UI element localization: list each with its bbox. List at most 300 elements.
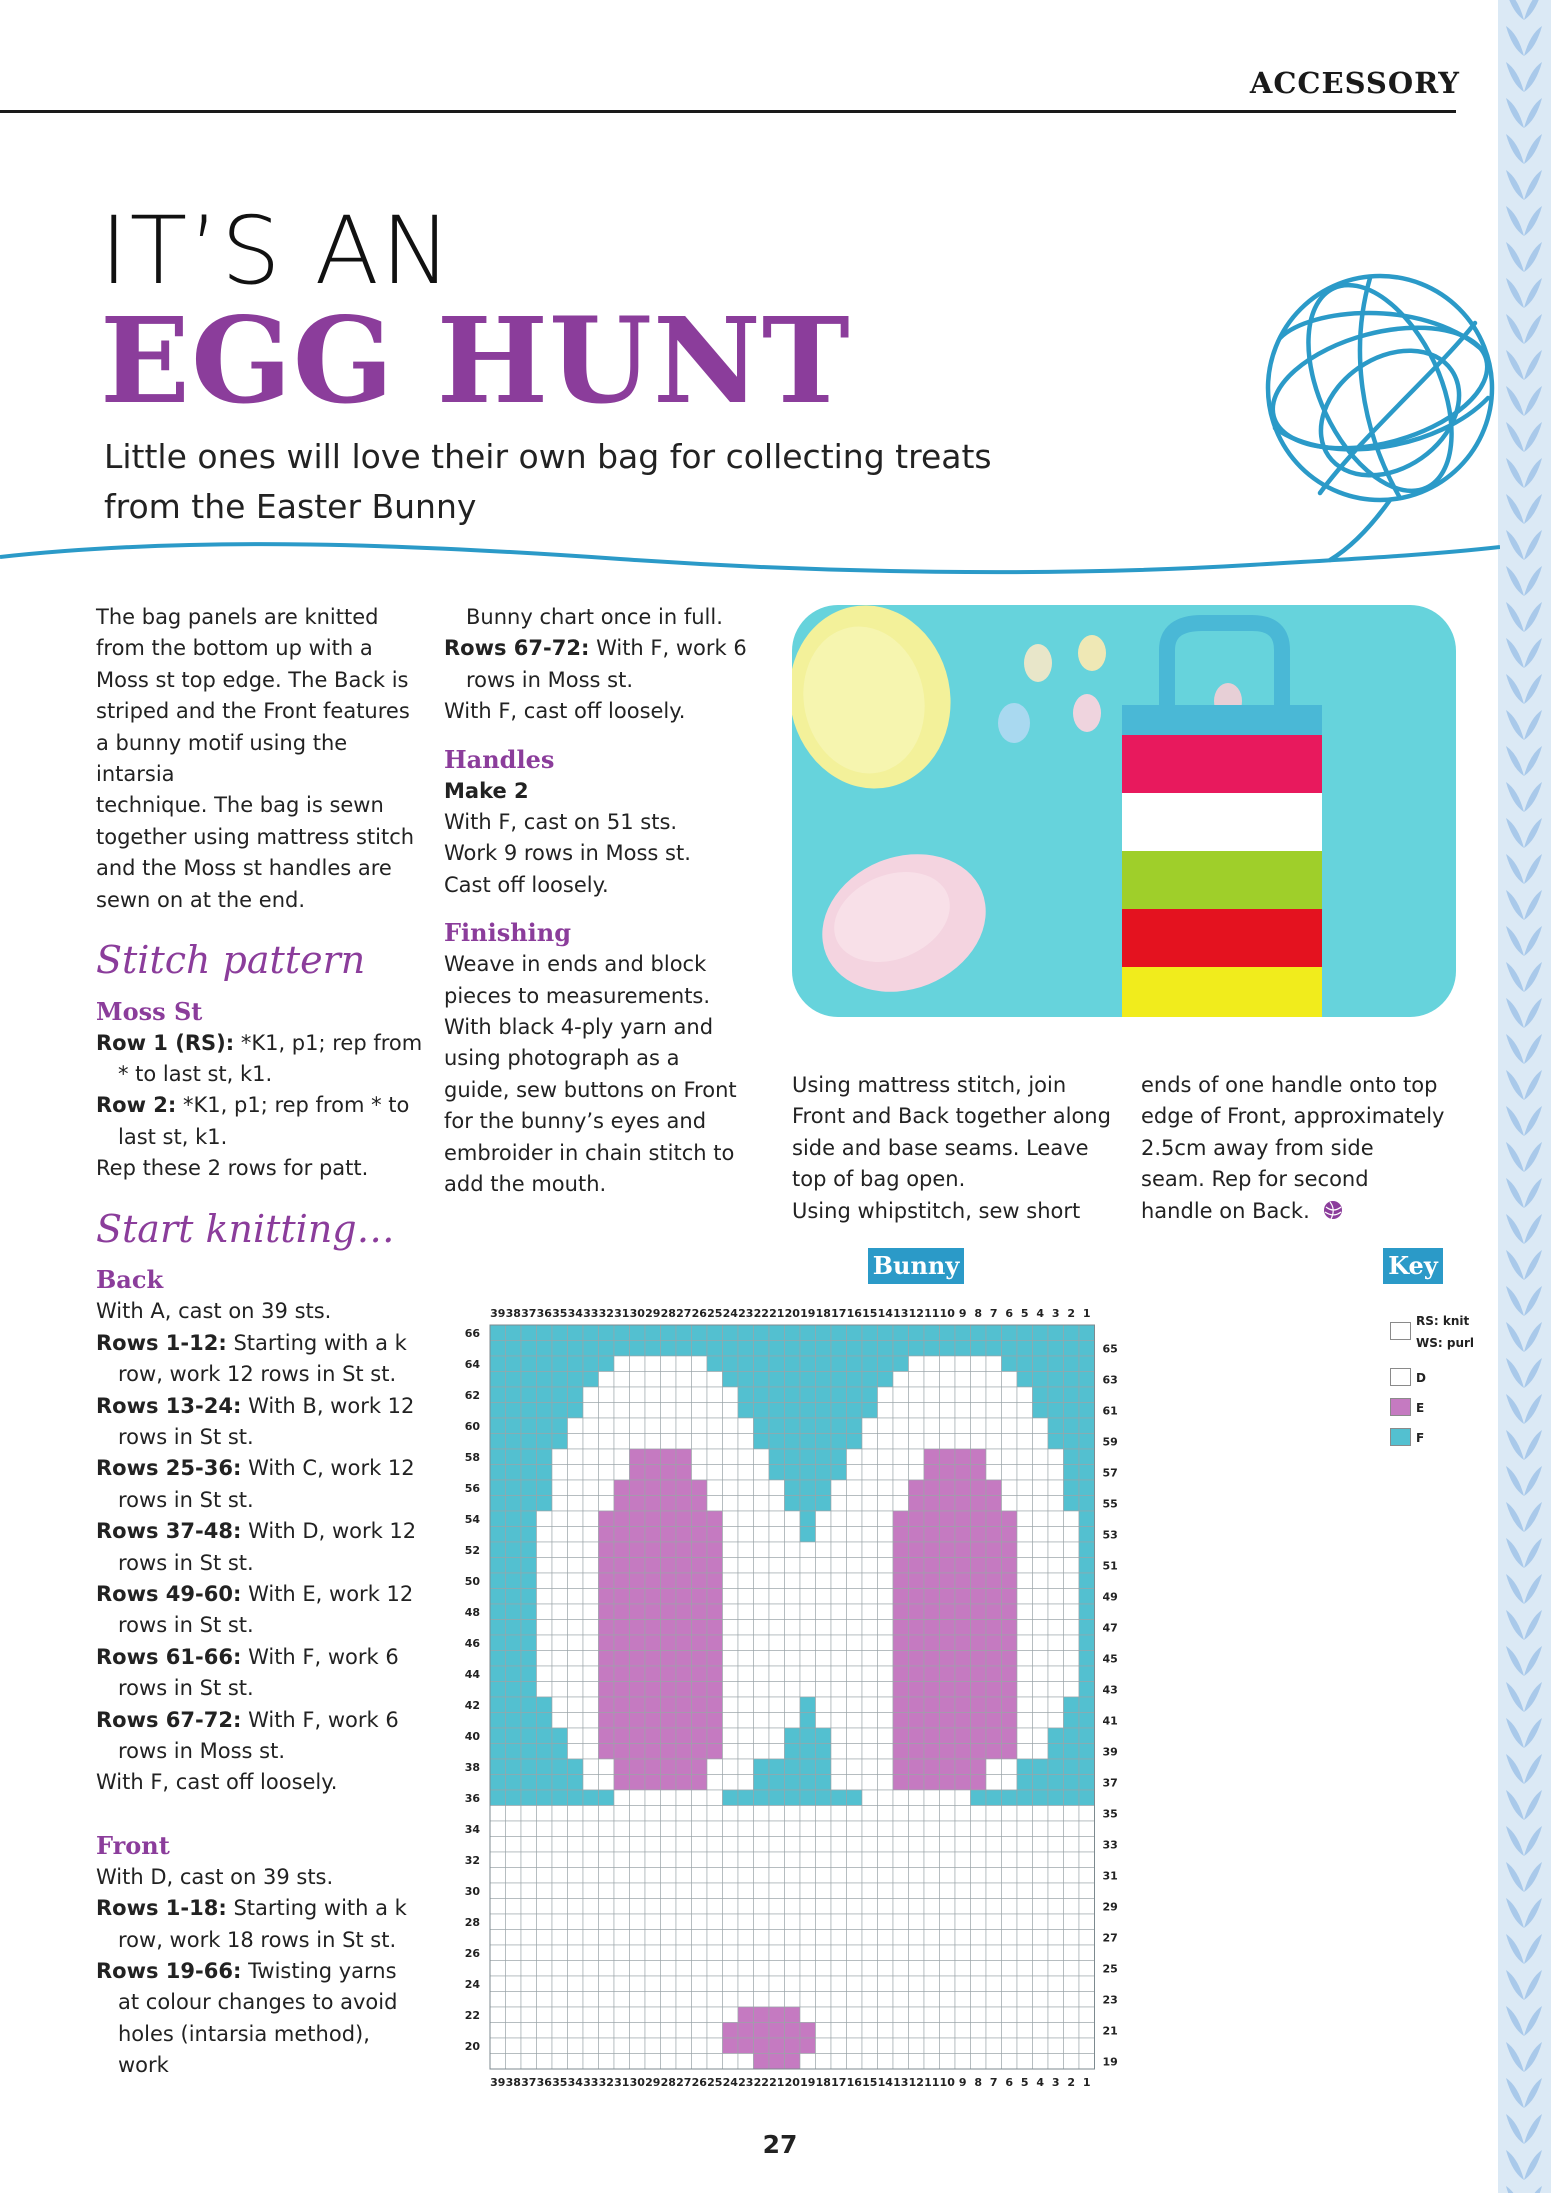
chart-cell: [1017, 1883, 1033, 1899]
chart-cell: [1048, 1418, 1064, 1434]
chart-cell: [878, 1930, 894, 1946]
chart-cell: [1033, 1759, 1049, 1775]
chart-col-number-bottom: 1: [1082, 2076, 1091, 2089]
chart-cell: [738, 1806, 754, 1822]
row-text: *K1, p1; rep from * to: [183, 1093, 410, 1118]
chart-cell: [521, 1403, 537, 1419]
chart-cell: [1017, 1356, 1033, 1372]
chart-cell: [599, 1558, 615, 1574]
chart-col-number-bottom: 22: [753, 2076, 769, 2089]
chart-cell: [924, 1372, 940, 1388]
chart-cell: [630, 1403, 646, 1419]
chart-row-number-right: 41: [1102, 1714, 1118, 1728]
chart-cell: [909, 1449, 925, 1465]
handles-heading: Handles: [444, 744, 555, 774]
chart-cell: [1033, 1744, 1049, 1760]
chart-cell: [676, 1356, 692, 1372]
chart-cell: [955, 2038, 971, 2054]
chart-cell: [754, 1961, 770, 1977]
chart-cell: [785, 1434, 801, 1450]
chart-cell: [800, 1356, 816, 1372]
chart-cell: [909, 1387, 925, 1403]
chart-cell: [924, 1449, 940, 1465]
chart-cell: [490, 2054, 506, 2070]
chart-cell: [893, 2007, 909, 2023]
chart-cell: [1079, 1527, 1095, 1543]
chart-row-number-right: 39: [1102, 1745, 1118, 1759]
chart-cell: [816, 1542, 832, 1558]
chart-cell: [630, 1325, 646, 1341]
chart-cell: [955, 1682, 971, 1698]
chart-cell: [738, 1821, 754, 1837]
chart-cell: [723, 1465, 739, 1481]
chart-cell: [971, 1899, 987, 1915]
chart-cell: [661, 1930, 677, 1946]
chart-cell: [924, 1527, 940, 1543]
chart-cell: [909, 2054, 925, 2070]
chart-cell: [862, 1356, 878, 1372]
chart-cell: [955, 1604, 971, 1620]
chart-cell: [1064, 1852, 1080, 1868]
chart-cell: [661, 1682, 677, 1698]
chart-cell: [692, 1759, 708, 1775]
chart-cell: [537, 1914, 553, 1930]
chart-cell: [738, 1527, 754, 1543]
chart-cell: [692, 1356, 708, 1372]
row-text: With F, work 6: [248, 1644, 399, 1669]
chart-cell: [676, 1728, 692, 1744]
chart-cell: [878, 1511, 894, 1527]
chart-cell: [552, 2054, 568, 2070]
chart-cell: [676, 1852, 692, 1868]
row-label: Rows 67-72:: [96, 1707, 242, 1732]
chart-cell: [800, 1728, 816, 1744]
chart-cell: [521, 2054, 537, 2070]
chart-cell: [599, 1744, 615, 1760]
row-instruction: [96, 1028, 426, 1059]
chart-cell: [1002, 1651, 1018, 1667]
chart-cell: [506, 1775, 522, 1791]
chart-cell: [971, 1992, 987, 2008]
chart-cell: [1079, 1449, 1095, 1465]
chart-cell: [971, 1666, 987, 1682]
chart-cell: [1064, 2023, 1080, 2039]
chart-cell: [1033, 1945, 1049, 1961]
chart-cell: [955, 1666, 971, 1682]
chart-cell: [893, 1806, 909, 1822]
chart-cell: [676, 1418, 692, 1434]
chart-cell: [955, 1511, 971, 1527]
intro-line: together using mattress stitch: [96, 824, 415, 849]
chart-cell: [723, 1325, 739, 1341]
chart-cell: [754, 1790, 770, 1806]
chart-cell: [800, 1945, 816, 1961]
chart-cell: [552, 1403, 568, 1419]
chart-cell: [738, 1868, 754, 1884]
chart-cell: [661, 1403, 677, 1419]
chart-cell: [909, 1511, 925, 1527]
chart-cell: [769, 1325, 785, 1341]
chart-col-number-bottom: 10: [939, 2076, 955, 2089]
chart-cell: [692, 1542, 708, 1558]
chart-cell: [568, 1465, 584, 1481]
row-label: Rows 19-66:: [96, 1959, 242, 1983]
chart-cell: [909, 1651, 925, 1667]
chart-cell: [924, 1341, 940, 1357]
chart-cell: [986, 1356, 1002, 1372]
chart-cell: [955, 1837, 971, 1853]
chart-cell: [568, 2054, 584, 2070]
chart-cell: [878, 2023, 894, 2039]
chart-cell: [1033, 1806, 1049, 1822]
chart-cell: [723, 1511, 739, 1527]
chart-col-number-top: 6: [1005, 1307, 1014, 1320]
row-text: last st, k1.: [118, 1124, 228, 1149]
chart-cell: [1017, 1914, 1033, 1930]
chart-cell: [940, 1604, 956, 1620]
chart-cell: [955, 1883, 971, 1899]
chart-cell: [537, 1806, 553, 1822]
chart-cell: [723, 1728, 739, 1744]
chart-cell: [738, 1713, 754, 1729]
chart-cell: [909, 2007, 925, 2023]
intro-line: sewn on at the end.: [96, 887, 306, 912]
chart-cell: [831, 1697, 847, 1713]
chart-cell: [955, 2054, 971, 2070]
chart-cell: [955, 1325, 971, 1341]
chart-cell: [1064, 1790, 1080, 1806]
chart-cell: [831, 2023, 847, 2039]
chart-cell: [769, 1372, 785, 1388]
chart-cell: [909, 1372, 925, 1388]
chart-cell: [909, 1418, 925, 1434]
section-label: ACCESSORY: [1249, 66, 1460, 100]
chart-cell: [909, 1635, 925, 1651]
chart-cell: [521, 1868, 537, 1884]
cast-off-line: With F, cast off loosely.: [96, 1770, 338, 1795]
chart-cell: [986, 1527, 1002, 1543]
chart-cell: [1033, 1558, 1049, 1574]
row-text: rows in St st.: [118, 1424, 254, 1449]
chart-cell: [893, 1604, 909, 1620]
chart-cell: [692, 1387, 708, 1403]
chart-cell: [692, 1775, 708, 1791]
chart-col-number-top: 20: [784, 1307, 800, 1320]
chart-cell: [800, 1775, 816, 1791]
chart-cell: [490, 1387, 506, 1403]
chart-cell: [924, 1775, 940, 1791]
chart-cell: [521, 1620, 537, 1636]
chart-cell: [1064, 1899, 1080, 1915]
chart-col-number-top: 28: [660, 1307, 676, 1320]
chart-cell: [1064, 1604, 1080, 1620]
chart-cell: [1033, 1837, 1049, 1853]
key-swatch-d: [1390, 1368, 1411, 1386]
chart-cell: [676, 1744, 692, 1760]
chart-cell: [1048, 1542, 1064, 1558]
chart-cell: [552, 1341, 568, 1357]
chart-cell: [537, 2054, 553, 2070]
chart-row-number-right: 29: [1102, 1900, 1118, 1914]
chart-cell: [769, 1728, 785, 1744]
chart-cell: [1033, 1961, 1049, 1977]
chart-cell: [754, 1434, 770, 1450]
chart-cell: [754, 1558, 770, 1574]
chart-cell: [676, 1666, 692, 1682]
chart-cell: [1064, 1573, 1080, 1589]
chart-cell: [924, 1945, 940, 1961]
chart-cell: [738, 1325, 754, 1341]
chart-cell: [552, 1790, 568, 1806]
chart-cell: [1048, 1558, 1064, 1574]
chart-cell: [816, 1837, 832, 1853]
chart-cell: [723, 1434, 739, 1450]
finishing-heading: Finishing: [444, 918, 572, 948]
chart-col-number-top: 26: [691, 1307, 707, 1320]
chart-cell: [521, 1651, 537, 1667]
chart-cell: [986, 1573, 1002, 1589]
row-text: Starting with a k: [233, 1896, 407, 1921]
chart-cell: [599, 1356, 615, 1372]
chart-cell: [723, 1961, 739, 1977]
chart-cell: [521, 1728, 537, 1744]
chart-cell: [816, 1914, 832, 1930]
chart-cell: [769, 1651, 785, 1667]
chart-cell: [506, 1666, 522, 1682]
chart-cell: [940, 1496, 956, 1512]
chart-cell: [614, 1945, 630, 1961]
finishing-line: embroider in chain stitch to: [444, 1140, 735, 1165]
chart-cell: [614, 1387, 630, 1403]
chart-cell: [645, 1775, 661, 1791]
chart-cell: [940, 1341, 956, 1357]
chart-cell: [661, 1558, 677, 1574]
chart-cell: [986, 1589, 1002, 1605]
chart-cell: [521, 1713, 537, 1729]
chart-cell: [940, 2038, 956, 2054]
chart-cell: [986, 1449, 1002, 1465]
chart-cell: [831, 1744, 847, 1760]
chart-cell: [599, 1542, 615, 1558]
chart-cell: [692, 1651, 708, 1667]
chart-col-number-top: 4: [1036, 1307, 1045, 1320]
chart-cell: [1033, 2007, 1049, 2023]
chart-cell: [723, 1542, 739, 1558]
chart-cell: [940, 1558, 956, 1574]
chart-cell: [862, 1775, 878, 1791]
chart-cell: [537, 1837, 553, 1853]
chart-cell: [738, 1883, 754, 1899]
chart-cell: [630, 1449, 646, 1465]
chart-cell: [1064, 1372, 1080, 1388]
chart-cell: [1002, 1542, 1018, 1558]
chart-cell: [986, 1790, 1002, 1806]
chart-cell: [490, 1682, 506, 1698]
chart-cell: [940, 1403, 956, 1419]
chart-cell: [878, 1883, 894, 1899]
back-heading: Back: [96, 1265, 164, 1295]
chart-cell: [583, 1682, 599, 1698]
chart-cell: [878, 1914, 894, 1930]
chart-cell: [707, 1775, 723, 1791]
chart-cell: [924, 1542, 940, 1558]
chart-cell: [971, 1558, 987, 1574]
chart-cell: [661, 1914, 677, 1930]
chart-cell: [645, 1573, 661, 1589]
chart-cell: [614, 1449, 630, 1465]
chart-cell: [661, 1387, 677, 1403]
chart-cell: [537, 1325, 553, 1341]
chart-row-number-left: 20: [464, 2039, 480, 2053]
chart-cell: [1002, 1930, 1018, 1946]
bunny-chart: [440, 1300, 1460, 2100]
chart-cell: [490, 1976, 506, 1992]
chart-cell: [645, 2038, 661, 2054]
chart-cell: [893, 1914, 909, 1930]
chart-cell: [645, 1387, 661, 1403]
chart-cell: [878, 2054, 894, 2070]
chart-cell: [785, 1418, 801, 1434]
chart-cell: [614, 1511, 630, 1527]
chart-cell: [707, 1899, 723, 1915]
chart-cell: [754, 1945, 770, 1961]
chart-cell: [599, 1790, 615, 1806]
chart-cell: [1002, 2023, 1018, 2039]
chart-col-number-bottom: 34: [567, 2076, 583, 2089]
chart-cell: [909, 1666, 925, 1682]
chart-cell: [738, 1992, 754, 2008]
chart-cell: [661, 1651, 677, 1667]
chart-cell: [940, 1930, 956, 1946]
chart-cell: [506, 1744, 522, 1760]
chart-cell: [661, 1542, 677, 1558]
chart-cell: [924, 1728, 940, 1744]
chart-cell: [878, 1418, 894, 1434]
chart-cell: [1033, 1868, 1049, 1884]
chart-cell: [537, 1976, 553, 1992]
chart-cell: [552, 1480, 568, 1496]
chart-cell: [599, 1496, 615, 1512]
chart-cell: [1064, 1821, 1080, 1837]
chart-cell: [955, 1589, 971, 1605]
chart-cell: [1064, 1449, 1080, 1465]
chart-cell: [878, 1976, 894, 1992]
finishing-line: 2.5cm away from side: [1141, 1135, 1374, 1160]
chart-cell: [552, 1697, 568, 1713]
chart-cell: [599, 2038, 615, 2054]
chart-cell: [1064, 1341, 1080, 1357]
chart-cell: [1033, 1325, 1049, 1341]
chart-cell: [661, 1806, 677, 1822]
chart-cell: [893, 2054, 909, 2070]
chart-cell: [738, 1511, 754, 1527]
chart-cell: [924, 1666, 940, 1682]
chart-cell: [971, 1883, 987, 1899]
chart-cell: [971, 1961, 987, 1977]
chart-cell: [599, 1806, 615, 1822]
chart-cell: [862, 2038, 878, 2054]
chart-cell: [878, 1992, 894, 2008]
chart-cell: [490, 1604, 506, 1620]
chart-cell: [831, 1821, 847, 1837]
chart-cell: [676, 1527, 692, 1543]
chart-cell: [785, 1806, 801, 1822]
chart-cell: [1017, 1775, 1033, 1791]
chart-cell: [614, 1418, 630, 1434]
chart-cell: [971, 1852, 987, 1868]
chart-col-number-top: 9: [958, 1307, 967, 1320]
chart-cell: [1048, 1620, 1064, 1636]
chart-cell: [583, 1728, 599, 1744]
chart-cell: [1017, 2054, 1033, 2070]
chart-cell: [599, 1992, 615, 2008]
chart-cell: [723, 1899, 739, 1915]
chart-cell: [831, 2038, 847, 2054]
chart-cell: [800, 1589, 816, 1605]
chart-cell: [986, 1914, 1002, 1930]
chart-cell: [521, 1372, 537, 1388]
chart-cell: [847, 1744, 863, 1760]
chart-cell: [986, 2007, 1002, 2023]
chart-cell: [955, 1945, 971, 1961]
column-1: [96, 602, 426, 2082]
chart-cell: [1017, 1744, 1033, 1760]
chart-cell: [1017, 1387, 1033, 1403]
chart-cell: [583, 1976, 599, 1992]
chart-cell: [661, 1759, 677, 1775]
chart-cell: [847, 1356, 863, 1372]
chart-row-number-right: 31: [1102, 1869, 1118, 1883]
cast-on-line: With D, cast on 39 sts.: [96, 1864, 334, 1889]
chart-cell: [769, 1759, 785, 1775]
chart-cell: [924, 2007, 940, 2023]
chart-cell: [1048, 1759, 1064, 1775]
chart-cell: [893, 2023, 909, 2039]
chart-cell: [583, 2038, 599, 2054]
chart-cell: [599, 1868, 615, 1884]
chart-cell: [738, 1496, 754, 1512]
chart-col-number-bottom: 18: [815, 2076, 831, 2089]
chart-cell: [769, 2007, 785, 2023]
chart-cell: [676, 1697, 692, 1713]
chart-cell: [506, 1387, 522, 1403]
chart-cell: [893, 1527, 909, 1543]
chart-cell: [521, 1542, 537, 1558]
chart-cell: [676, 1620, 692, 1636]
chart-cell: [862, 1961, 878, 1977]
chart-cell: [769, 1480, 785, 1496]
chart-cell: [1002, 1821, 1018, 1837]
chart-cell: [676, 1573, 692, 1589]
chart-cell: [521, 1682, 537, 1698]
chart-cell: [506, 1604, 522, 1620]
chart-cell: [1002, 1682, 1018, 1698]
chart-cell: [506, 1806, 522, 1822]
chart-cell: [971, 1589, 987, 1605]
chart-cell: [599, 1930, 615, 1946]
chart-cell: [955, 1573, 971, 1589]
chart-cell: [676, 1914, 692, 1930]
chart-cell: [707, 1480, 723, 1496]
chart-cell: [940, 1465, 956, 1481]
chart-cell: [831, 2007, 847, 2023]
chart-cell: [955, 1961, 971, 1977]
chart-cell: [986, 1945, 1002, 1961]
chart-cell: [521, 1790, 537, 1806]
chart-cell: [816, 1403, 832, 1419]
chart-cell: [924, 1868, 940, 1884]
chart-cell: [645, 1945, 661, 1961]
